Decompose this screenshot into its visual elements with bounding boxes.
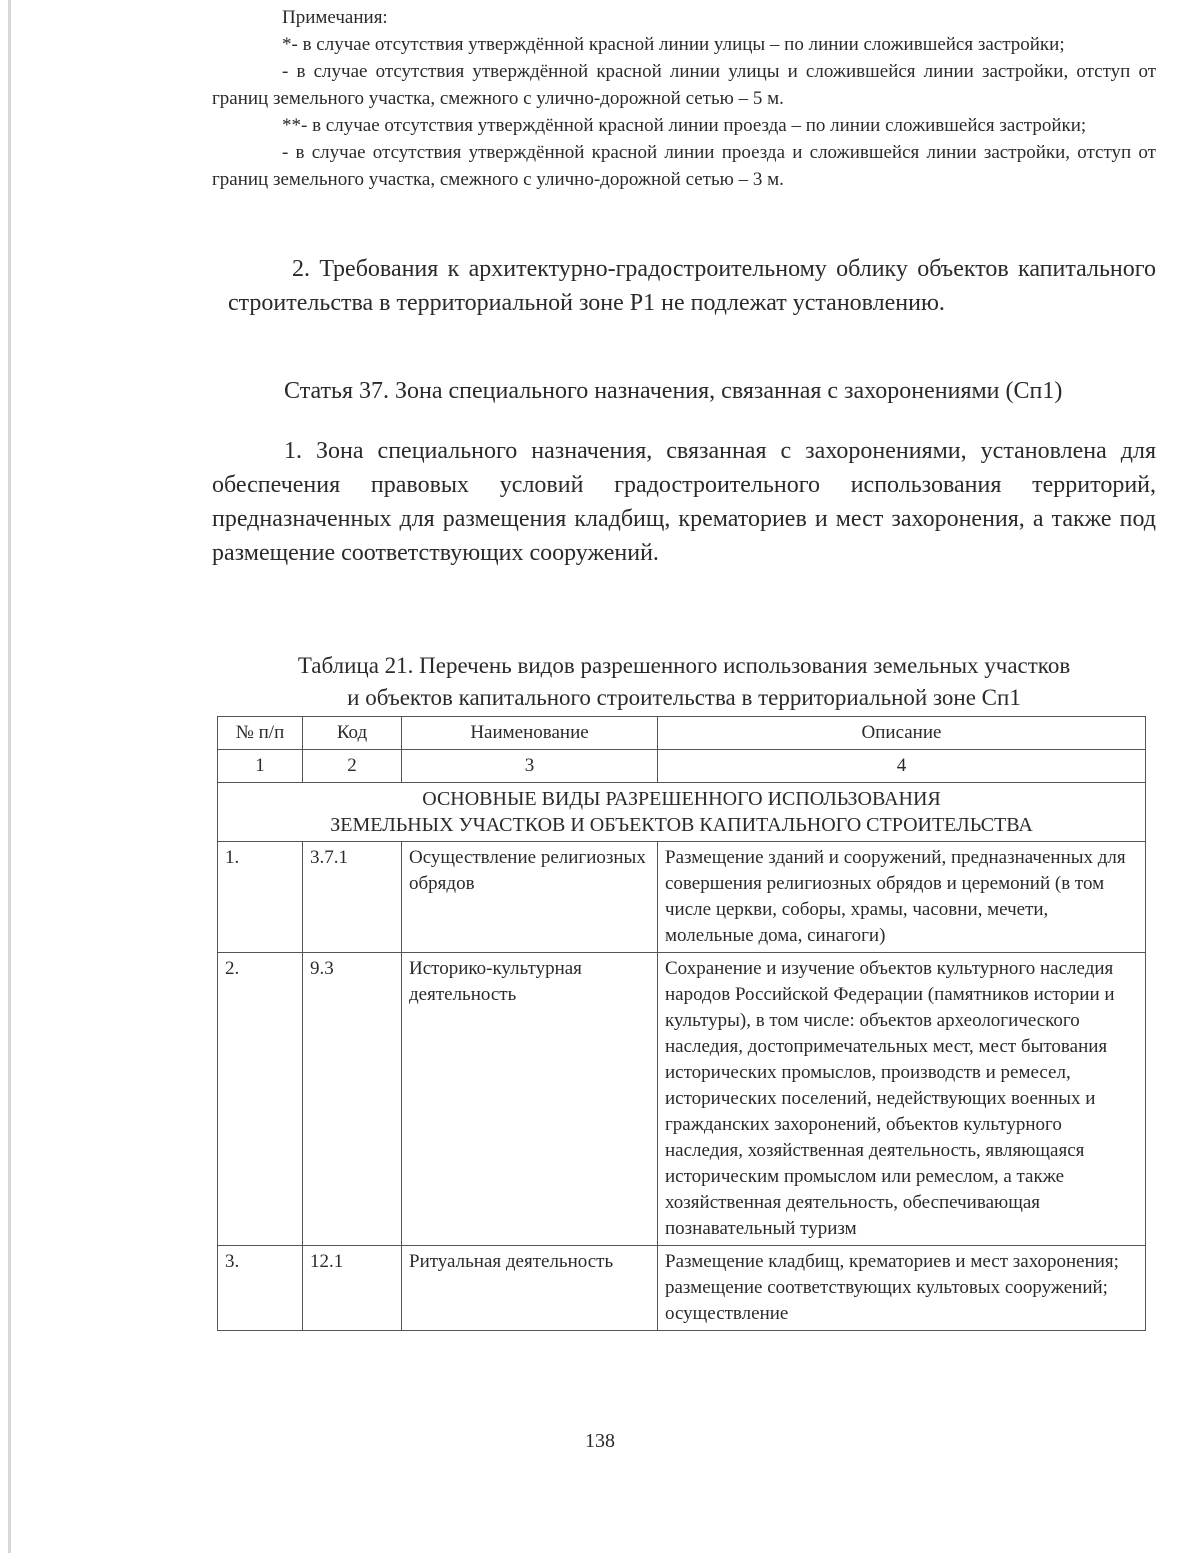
- column-number: 2: [303, 750, 402, 783]
- section-header: [218, 783, 1146, 842]
- notes-title: Примечания:: [282, 7, 388, 28]
- permitted-use-table: [217, 716, 1146, 1331]
- table-row: [218, 1246, 1146, 1331]
- table-caption-line: Таблица 21. Перечень видов разрешенного использования земельных участков: [297, 653, 1071, 678]
- paragraph-zone-description: 1. Зона специального назначения, связанная с захоронениями, установлена для обеспечения правовых условий градостроительного использования территорий, предназначенных для размещения кладбищ, крематориев и мест захоронения, а также под размещение соответствующих сооружений.: [212, 438, 1156, 566]
- notes-block: [212, 4, 1156, 193]
- row-number: 1.: [218, 842, 303, 953]
- row-description: Сохранение и изучение объектов культурного наследия народов Российской Федерации (памятников истории и культуры), в том числе: объектов археологического наследия, достопримечательных мест, мест бытования исторических промыслов, производств и ремесел, исторических поселений, недействующих военных и гражданских захоронений, объектов культурного наследия, хозяйственная деятельность, являющаяся историческим промыслом или ремеслом, а также хозяйственная деятельность, обеспечивающая познавательный туризм: [658, 953, 1146, 1246]
- table-caption-line: и объектов капитального строительства в территориальной зоне Сп1: [347, 685, 1021, 710]
- section-header-line: ЗЕМЕЛЬНЫХ УЧАСТКОВ И ОБЪЕКТОВ КАПИТАЛЬНОГО СТРОИТЕЛЬСТВА: [330, 814, 1033, 836]
- table-caption: [212, 650, 1156, 714]
- row-code: 3.7.1: [303, 842, 402, 953]
- header-name: Наименование: [402, 717, 658, 750]
- row-name: Историко-культурная деятельность: [402, 953, 658, 1246]
- note-item: **- в случае отсутствия утверждённой красной линии проезда – по линии сложившейся застройки;: [282, 115, 1087, 136]
- note-item: *- в случае отсутствия утверждённой красной линии улицы – по линии сложившейся застройки;: [282, 34, 1065, 55]
- column-number-row: [218, 750, 1146, 783]
- column-number: 1: [218, 750, 303, 783]
- column-number: 4: [658, 750, 1146, 783]
- table-row: [218, 953, 1146, 1246]
- row-name: Ритуальная деятельность: [402, 1246, 658, 1331]
- table-header-row: [218, 717, 1146, 750]
- section-header-row: [218, 783, 1146, 842]
- scan-edge: [8, 0, 11, 1553]
- column-number: 3: [402, 750, 658, 783]
- article-heading: Статья 37. Зона специального назначения, связанная с захоронениями (Сп1): [284, 378, 1063, 404]
- section-header-line: ОСНОВНЫЕ ВИДЫ РАЗРЕШЕННОГО ИСПОЛЬЗОВАНИЯ: [422, 788, 941, 810]
- row-description: Размещение кладбищ, крематориев и мест захоронения; размещение соответствующих культовых сооружений; осуществление: [658, 1246, 1146, 1331]
- row-code: 9.3: [303, 953, 402, 1246]
- header-code: Код: [303, 717, 402, 750]
- header-description: Описание: [658, 717, 1146, 750]
- row-description: Размещение зданий и сооружений, предназначенных для совершения религиозных обрядов и церемоний (в том числе церкви, соборы, храмы, часовни, мечети, молельные дома, синагоги): [658, 842, 1146, 953]
- row-code: 12.1: [303, 1246, 402, 1331]
- row-name: Осуществление религиозных обрядов: [402, 842, 658, 953]
- row-number: 3.: [218, 1246, 303, 1331]
- note-item: - в случае отсутствия утверждённой красной линии проезда и сложившейся линии застройки, отступ от границ земельного участка, смежного с улично-дорожной сетью – 3 м.: [212, 142, 1156, 190]
- paragraph-architecture: 2. Требования к архитектурно-градостроительному облику объектов капитального строительства в территориальной зоне Р1 не подлежат установлению.: [228, 256, 1156, 316]
- table-row: [218, 842, 1146, 953]
- header-number: № п/п: [218, 717, 303, 750]
- page-number: 138: [585, 1430, 615, 1452]
- row-number: 2.: [218, 953, 303, 1246]
- note-item: - в случае отсутствия утверждённой красной линии улицы и сложившейся линии застройки, отступ от границ земельного участка, смежного с улично-дорожной сетью – 5 м.: [212, 61, 1156, 109]
